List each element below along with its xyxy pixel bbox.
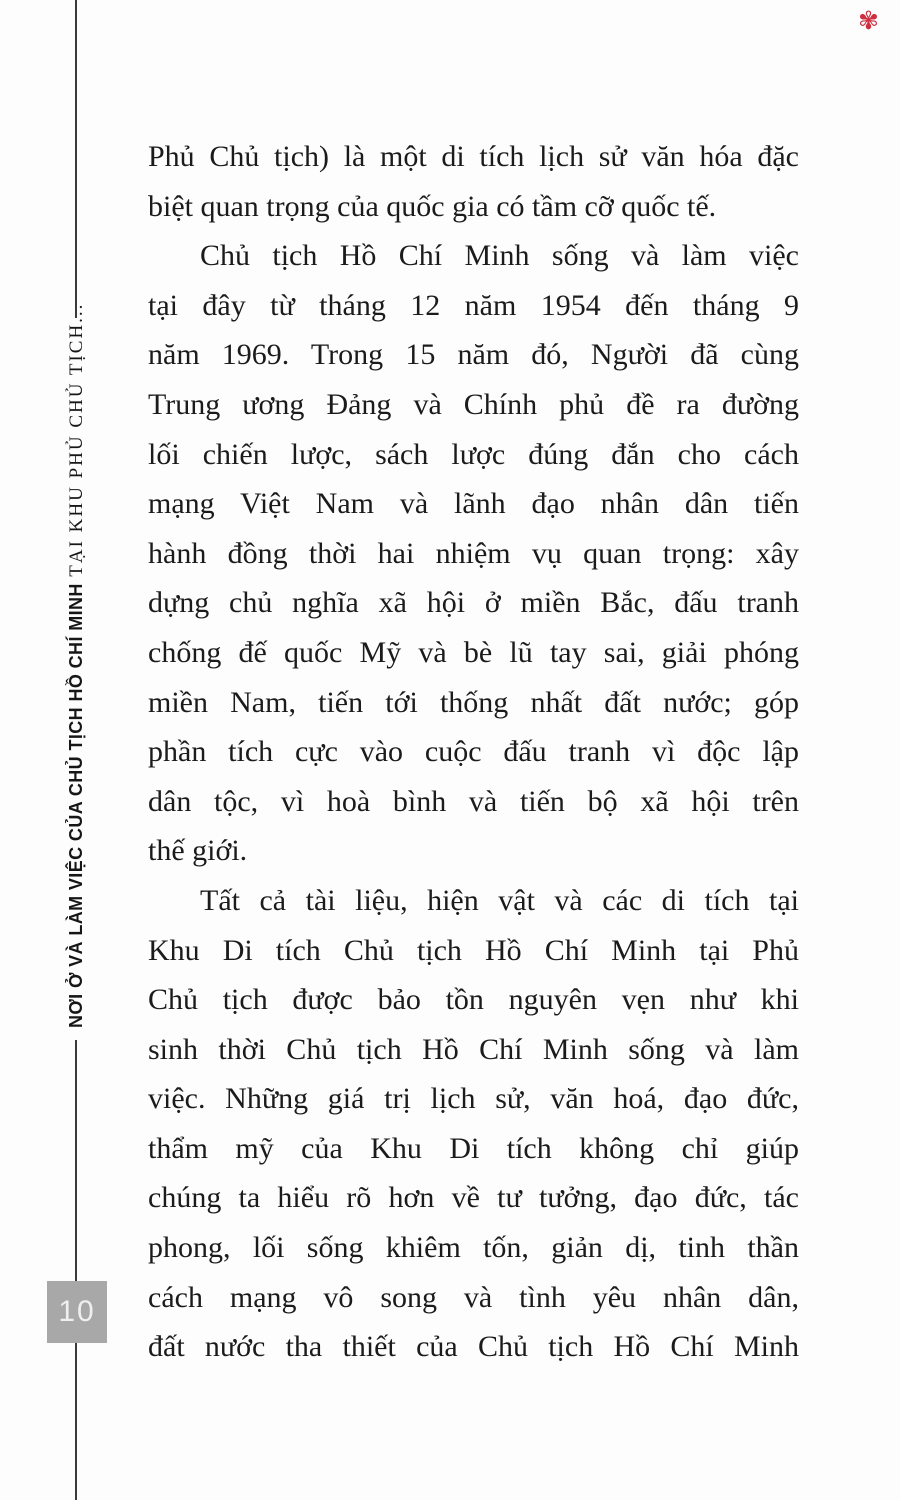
text-line: Tất cả tài liệu, hiện vật và các di tích tại: [200, 883, 799, 917]
text-line: thẩm mỹ của Khu Di tích không chỉ giúp: [148, 1131, 799, 1165]
margin-rule-bottom: [75, 1040, 77, 1500]
text-line: chống đế quốc Mỹ và bè lũ tay sai, giải phóng: [148, 635, 799, 669]
text-line: dựng chủ nghĩa xã hội ở miền Bắc, đấu tranh: [148, 586, 799, 620]
margin-rule-top: [75, 0, 77, 318]
text-line: miền Nam, tiến tới thống nhất đất nước; góp: [148, 685, 799, 719]
running-title-regular: TẠI KHU PHỦ CHỦ TỊCH...: [66, 302, 87, 584]
body-text: [148, 132, 799, 1372]
text-line: phần tích cực vào cuộc đấu tranh vì độc lập: [148, 735, 799, 769]
running-title: [65, 303, 87, 1028]
running-title-bold: NƠI Ở VÀ LÀM VIỆC CỦA CHỦ TỊCH HỒ CHÍ MINH: [66, 583, 86, 1028]
text-line: lối chiến lược, sách lược đúng đắn cho cách: [148, 437, 799, 471]
text-line: việc. Những giá trị lịch sử, văn hoá, đạo đức,: [148, 1082, 799, 1116]
text-line: Phủ Chủ tịch) là một di tích lịch sử văn hóa đặc: [148, 140, 799, 173]
text-line: Chủ tịch Hồ Chí Minh sống và làm việc: [200, 239, 799, 273]
page-number: 10: [58, 1295, 96, 1328]
text-line: Chủ tịch được bảo tồn nguyên vẹn như khi: [148, 983, 799, 1017]
text-line: phong, lối sống khiêm tốn, giản dị, tinh thần: [148, 1231, 799, 1265]
text-line: tại đây từ tháng 12 năm 1954 đến tháng 9: [148, 288, 799, 322]
text-line: thế giới.: [148, 834, 248, 868]
page-number-box: [47, 1281, 107, 1343]
text-line: chúng ta hiểu rõ hơn về tư tưởng, đạo đức, tác: [148, 1181, 799, 1215]
text-line: sinh thời Chủ tịch Hồ Chí Minh sống và làm: [148, 1032, 799, 1066]
text-line: cách mạng vô song và tình yêu nhân dân,: [148, 1280, 799, 1314]
text-line: biệt quan trọng của quốc gia có tầm cỡ quốc tế.: [148, 189, 717, 223]
text-line: dân tộc, vì hoà bình và tiến bộ xã hội trên: [148, 784, 799, 818]
flower-ornament-icon: ✾: [858, 6, 879, 35]
text-line: đất nước tha thiết của Chủ tịch Hồ Chí Minh: [148, 1330, 799, 1364]
text-line: mạng Việt Nam và lãnh đạo nhân dân tiến: [148, 487, 799, 521]
text-line: Khu Di tích Chủ tịch Hồ Chí Minh tại Phủ: [148, 933, 799, 967]
text-line: năm 1969. Trong 15 năm đó, Người đã cùng: [148, 338, 799, 372]
text-line: hành đồng thời hai nhiệm vụ quan trọng: xây: [148, 536, 799, 570]
text-line: Trung ương Đảng và Chính phủ đề ra đường: [148, 387, 799, 421]
